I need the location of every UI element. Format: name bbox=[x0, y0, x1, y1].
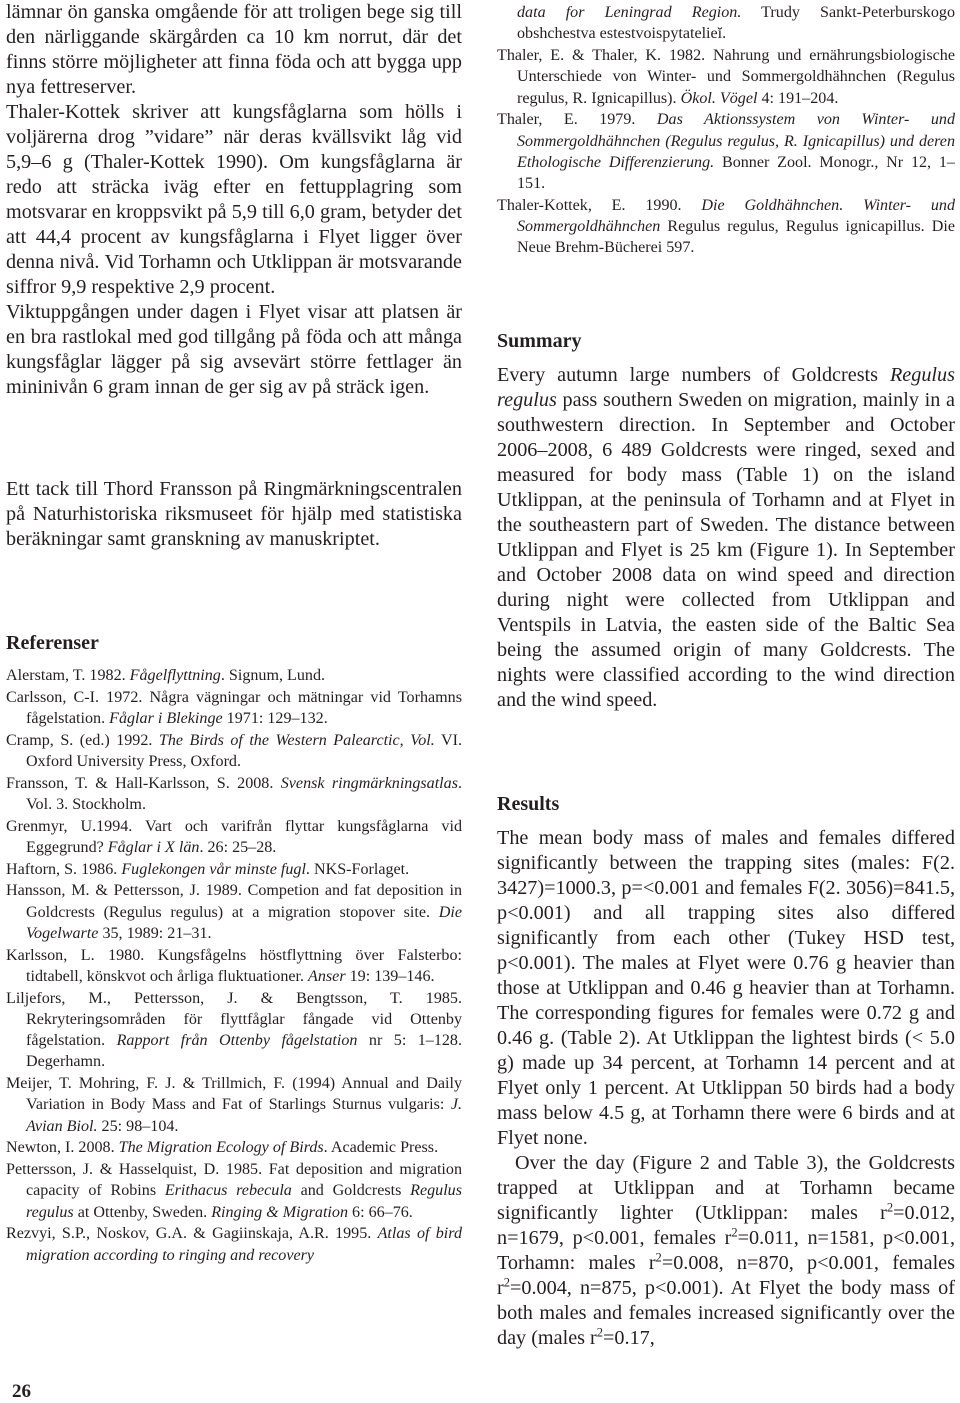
reference-list-right bbox=[497, 2, 955, 259]
reference-item: Thaler-Kottek, E. 1990. Die Goldhähnchen. Winter- und Sommergoldhähnchen Regulus regulus, Regulus ignicapillus. Die Neue Brehm-Bücherei 597. bbox=[497, 196, 955, 257]
reference-item: Fransson, T. & Hall-Karlsson, S. 2008. Svensk ringmärkningsatlas. Vol. 3. Stockholm. bbox=[6, 774, 462, 813]
results-paragraph-2: Over the day (Figure 2 and Table 3), the Goldcrests trapped at Utklippan and at Torhamn became significantly lighter (Utklippan: males $r^2=0.012$, n=1679, p<0.001, females $r^2=0.011$, n=1581, p<0.001, Torhamn: males $r^2=0.008$, n=870, p<0.001, females $r^2=0.004$, n=875, p<0.001). At Flyet the body mass of both males and females increased significantly over the day (males $r^2=0.17$, bbox=[497, 1152, 955, 1349]
summary-heading: Summary bbox=[497, 330, 582, 352]
body-text-left bbox=[6, 0, 462, 400]
reference-item: Cramp, S. (ed.) 1992. The Birds of the Western Palearctic, Vol. VI. Oxford University Press, Oxford. bbox=[6, 731, 462, 770]
reference-item: Pettersson, J. & Hasselquist, D. 1985. Fat deposition and migration capacity of Robins Erithacus rebecula and Goldcrests Regulus regulus at Ottenby, Sweden. Ringing & Migration 6: 66–76. bbox=[6, 1161, 462, 1221]
reference-item: Liljefors, M., Pettersson, J. & Bengtsson, T. 1985. Rekryteringsområden för flyttfåglar fångade vid Ottenby fågelstation. Rapport från Ottenby fågelstation nr 5: 1–128. Degerhamn. bbox=[6, 989, 462, 1071]
reference-item: Thaler, E. 1979. Das Aktionssystem von Winter- und Sommergoldhähnchen (Regulus regulus, R. Ignicapillus) und deren Ethologische Differenzierung. Bonner Zool. Monogr., Nr 12, 1–151. bbox=[497, 111, 955, 193]
reference-item: Thaler, E. & Thaler, K. 1982. Nahrung und ernährungsbiologische Unterschiede von Winter- und Sommergoldhähnchen (Regulus regulus, R. Ignicapillus). Ökol. Vögel 4: 191–204. bbox=[497, 46, 955, 107]
reference-item: Hansson, M. & Pettersson, J. 1989. Competion and fat deposition in Goldcrests (Regulus regulus) at a migration stopover site. Die Vogelwarte 35, 1989: 21–31. bbox=[6, 882, 462, 942]
results-text bbox=[497, 826, 955, 1351]
results-paragraph-1: The mean body mass of males and females differed significantly between the trapping sites (males: F(2. 3427)=1000.3, p=<0.001 and females F(2. 3056)=841.5, p<0.001) and all trapping sites also differed significantly from each other (Tukey HSD test, p<0.001). The males at Flyet were 0.76 g heavier than those at Utklippan and 0.46 g heavier than at Torhamn. The corresponding figures for females were 0.72 g and 0.46 g. (Table 2). At Utklippan the lightest birds (< 5.0 g) made up 34 percent, at Torhamn 14 percent and at Flyet only 1 percent. At Utklippan 50 birds had a body mass below 4.5 g, at Torhamn there were 6 birds and at Flyet none. bbox=[497, 827, 955, 1149]
reference-item: Karlsson, L. 1980. Kungsfågelns höstflyttning över Falsterbo: tidtabell, könskvot och årliga fluktuationer. Anser 19: 139–146. bbox=[6, 946, 462, 985]
paragraph-3: Viktuppgången under dagen i Flyet visar att platsen är en bra rastlokal med god tillgång på föda och att många kungsfåglar lägger på sig avsevärt större fettlager än mininivån 6 gram innan de ger sig av på sträck igen. bbox=[6, 301, 462, 398]
reference-item: Haftorn, S. 1986. Fuglekongen vår minste fugl. NKS-Forlaget. bbox=[6, 860, 410, 878]
reference-continuation: data for Leningrad Region. Trudy Sankt-Peterburskogo obshchestva estestvoispytatelieĭ. bbox=[517, 4, 955, 43]
reference-item: Newton, I. 2008. The Migration Ecology of Birds. Academic Press. bbox=[6, 1139, 439, 1157]
reference-item: Carlsson, C-I. 1972. Några vägningar och mätningar vid Torhamns fågelstation. Fåglar i Blekinge 1971: 129–132. bbox=[6, 688, 462, 727]
reference-item: Alerstam, T. 1982. Fågelflyttning. Signum, Lund. bbox=[6, 667, 326, 684]
reference-item: Grenmyr, U.1994. Vart och varifrån flyttar kungsfåglarna vid Eggegrund? Fåglar i X län. 26: 25–28. bbox=[6, 817, 462, 856]
paragraph-2: Thaler-Kottek skriver att kungsfåglarna som hölls i voljärerna drog ”vidare” när deras kvällsvikt låg vid 5,9–6 g (Thaler-Kottek 1990). Om kungsfåglarna är redo att sträcka iväg efter en fettupplagring som motsvarar en kroppsvikt på 5,9 till 6,0 gram, betyder det att 44,4 procent av kungsfåglarna i Flyet ligger över denna nivå. Vid Torhamn och Utklippan är motsvarande siffror 9,9 respektive 2,9 procent. bbox=[6, 101, 462, 298]
acknowledgement: Ett tack till Thord Fransson på Ringmärkningscentralen på Naturhistoriska riksmuseet för hjälp med statistiska beräkningar samt granskning av manuskriptet. bbox=[6, 478, 462, 550]
paragraph-1: lämnar ön ganska omgående för att troligen bege sig till den närliggande skärgården ca 10 km norrut, där det finns större möjligheter att finna föda och att bygga upp nya fettreserver. bbox=[6, 1, 462, 98]
reference-item: Rezvyi, S.P., Noskov, G.A. & Gagiinskaja, A.R. 1995. Atlas of bird migration according to ringing and recovery bbox=[6, 1225, 462, 1264]
summary-text: Every autumn large numbers of Goldcrests Regulus regulus pass southern Sweden on migration, mainly in a southwestern direction. In September and October 2006–2008, 6 489 Goldcrests were ringed, sexed and measured for body mass (Table 1) on the island Utklippan, at the peninsula of Torhamn and at Flyet in the southeastern part of Sweden. The distance between Utklippan and Flyet is 25 km (Figure 1). In September and October 2008 data on wind speed and direction during night were collected from Utklippan and Ventspils in Latvia, the easten side of the Baltic Sea being the assumed origin of many Goldcrests. The nights were classified according to the wind direction and the wind speed. bbox=[497, 364, 955, 711]
reference-item: Meijer, T. Mohring, F. J. & Trillmich, F. (1994) Annual and Daily Variation in Body Mass and Fat of Starlings Sturnus vulgaris: J. Avian Biol. 25: 98–104. bbox=[6, 1075, 462, 1135]
page-number: 26 bbox=[12, 1381, 31, 1402]
references-heading: Referenser bbox=[6, 632, 99, 654]
reference-list-left bbox=[6, 665, 462, 1266]
results-heading: Results bbox=[497, 793, 560, 815]
